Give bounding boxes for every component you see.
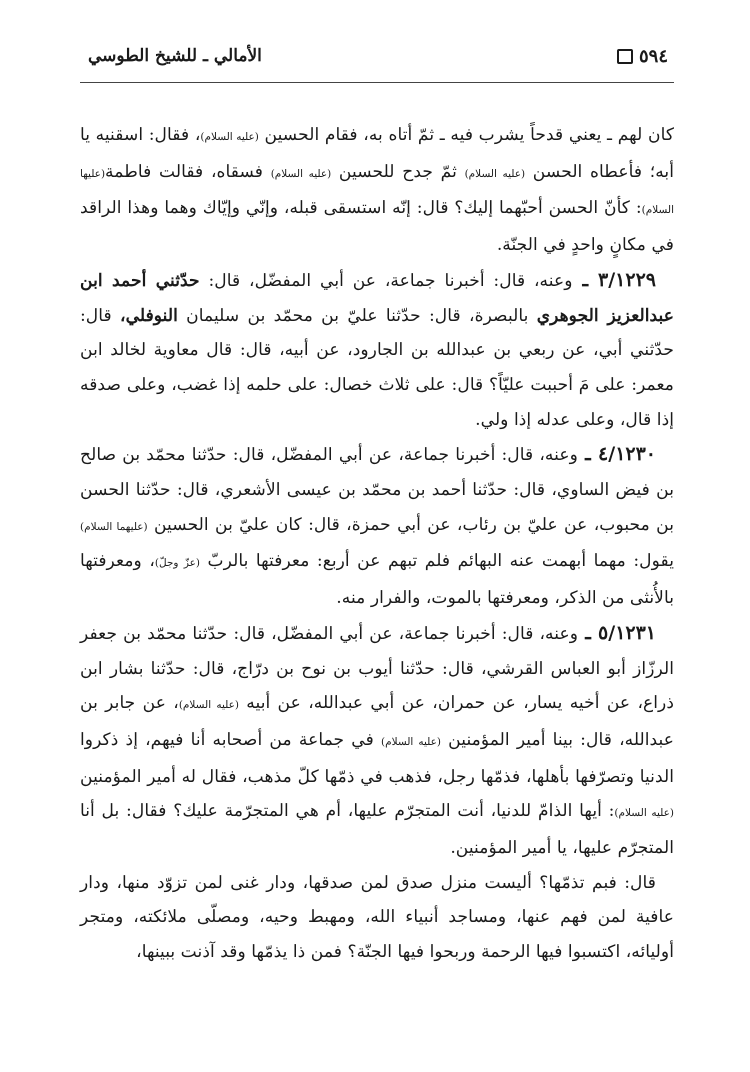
paragraph-p3 [80,616,674,866]
text-segment: ، عن جابر بن عبدالله، قال: بينا أمير المؤمنين [80,693,674,750]
text-segment: في جماعة من أصحابه أنا فيهم، إذ ذكروا الدنيا وتصرّفها بأهلها، فذمّها رجل، فذهب في ذمّها كلّ مذهب، فقال له أمير المؤمنين [80,729,674,787]
text-segment: وعنه، قال: أخبرنا جماعة، عن أبي المفضّل، قال: حدّثنا محمّد بن جعفر الرزّاز أبو العباس القرشي، قال: حدّثنا أيوب بن نوح بن درّاج، قال: حدّثنا بشار ابن ذراع، عن أخيه يسار، عن حمران، عن أبي عبدالله، عن أبيه [80,623,675,714]
text-segment: وعنه، قال: أخبرنا جماعة، عن أبي المفضّل، قال: [199,270,573,291]
honorific: (عليهما السلام) [80,520,148,533]
honorific: (عليه السلام) [178,699,239,712]
honorific: (عليه السلام) [464,167,526,180]
honorific: (عليها السلام) [80,167,674,217]
text-segment: كان لهم ـ يعني قدحاً يشرب فيه ـ ثمّ أتاه به، فقام الحسين [258,125,675,145]
page-number [617,46,668,67]
text-segment: حدّثني أحمد ابن عبدالعزيز الجوهري [80,270,674,326]
paragraph-p1 [80,263,674,438]
text-segment: : أيها الذامّ للدنيا، أنت المتجرّم عليها، أم هي المتجرّمة عليك؟ فقال: بل أنا المتجرّم عليها، يا أمير المؤمنين. [80,801,674,859]
running-header [88,46,668,76]
hadith-number: ٤/١٢٣٠ ـ [577,443,657,466]
honorific: (عليه السلام) [270,167,332,180]
hadith-number: ٥/١٢٣١ ـ [578,621,657,644]
paragraph-p2 [80,437,674,616]
text-segment: ثمّ جدح للحسين [331,161,465,182]
text-segment: ، فقال: اسقنيه يا أبه؛ فأعطاه الحسن [80,125,674,182]
book-title: الأمالي ـ للشيخ الطوسي [88,46,262,66]
honorific: (عليه السلام) [200,131,259,143]
text-segment: يقول: مهما أبهمت عنه البهائم فلم تبهم عن أربع: معرفتها بالربّ [200,551,675,572]
text-segment: قال: حدّثني أبي، عن ربعي بن عبدالله بن الجارود، عن أبيه، قال: قال معاوية لخالد ابن معمر: على مَ أحببت عليّاً؟ قال: على ثلاث خصال: على حلمه إذا غضب، وعلى صدقه إذا قال، وعلى عدله إذا ولي. [80,305,674,430]
text-segment: فسقاه، فقالت فاطمة [105,161,271,182]
honorific: (عزّ وجلّ) [154,557,200,570]
page-box-icon [617,49,633,64]
text-segment: ، ومعرفتها بالأُنثى من الذكر، ومعرفتها بالموت، والفرار منه. [80,551,674,609]
honorific: (عليه السلام) [381,735,442,748]
paragraph-p0 [80,118,674,263]
text-segment: قال: فبم تذمّها؟ أليست منزل صدق لمن صدقها، ودار غنى لمن تزوّد منها، ودار عافية لمن فهم عنها، ومساجد أنبياء الله، ومهبط وحيه، ومصلّى ملائكته، ومتجر أوليائه، اكتسبوا فيها الرحمة وربحوا فيها الجنّة؟ فمن ذا يذمّها وقد آذنت ببينها، [80,872,674,963]
hadith-number: ٣/١٢٢٩ ـ [572,268,656,291]
text-segment: النوفلي، [120,305,178,326]
honorific: (عليه السلام) [614,807,674,820]
page-number-text: ٥٩٤ [638,46,668,67]
text-segment: بالبصرة، قال: حدّثنا عليّ بن محمّد بن سليمان [177,305,537,326]
header-rule [80,82,674,83]
text-segment: وعنه، قال: أخبرنا جماعة، عن أبي المفضّل، قال: حدّثنا محمّد بن صالح بن فيض الساوي، قال: حدّثنا أحمد بن محمّد بن عيسى الأشعري، قال: حدّثنا الحسن بن محبوب، عن عليّ بن رئاب، عن أبي حمزة، قال: كان عليّ بن الحسين [80,445,674,535]
page-body [80,118,674,970]
text-segment: : كأنّ الحسن أحبّهما إليك؟ قال: إنّه استسقى قبله، وإنّي وإيّاك وهما وهذا الراقد في مكانٍ واحدٍ في الجنّة. [80,198,674,256]
paragraph-p4 [80,866,674,970]
